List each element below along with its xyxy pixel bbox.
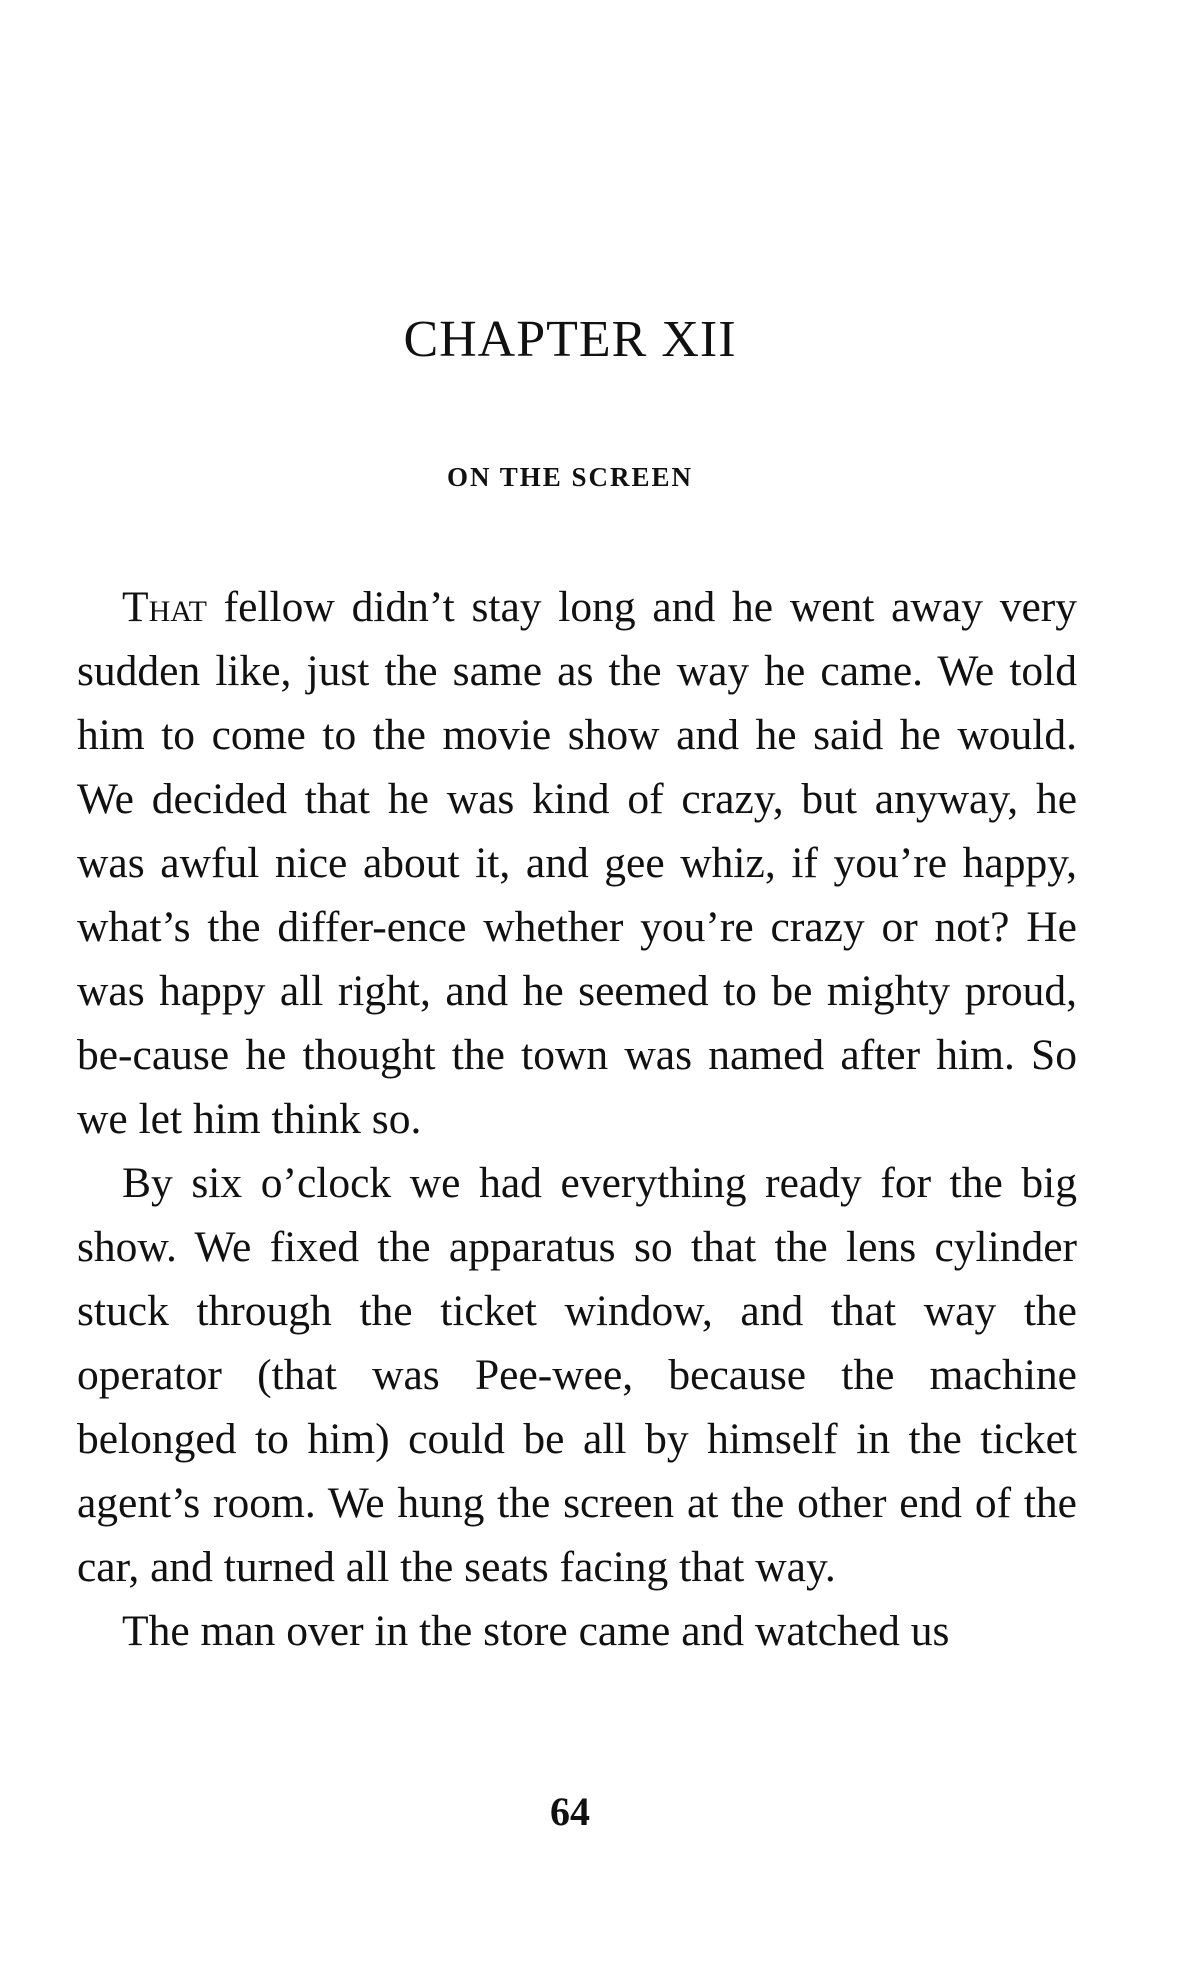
paragraph-1-text: fellow didn’t stay long and he went away very sudden like, just the same as the way he came. We told him to come to the movie show and he said he would. We decided that he was kind of crazy, but anyway, he was awful nice about it, and gee whiz, if you’re happy, what’s the differ-ence whether you’re crazy or not? He was happy all right, and he seemed to be mighty proud, be-cause he thought the town was named after him. So we let him think so.: [77, 583, 1077, 1143]
body-text: [77, 575, 1077, 1663]
chapter-subtitle: ON THE SCREEN: [446, 462, 694, 492]
page-number: 64: [550, 1789, 590, 1834]
paragraph-1-lead-word: That: [122, 583, 207, 631]
paragraph-2: By six o’clock we had everything ready for the big show. We fixed the apparatus so that the lens cylinder stuck through the ticket window, and that way the operator (that was Pee-wee, because the machine belonged to him) could be all by himself in the ticket agent’s room. We hung the screen at the other end of the car, and turned all the seats facing that way.: [77, 1159, 1077, 1591]
paragraph-1: [77, 575, 1077, 1151]
chapter-heading: CHAPTER XII: [403, 311, 737, 368]
paragraph-3: The man over in the store came and watched us: [122, 1607, 950, 1655]
